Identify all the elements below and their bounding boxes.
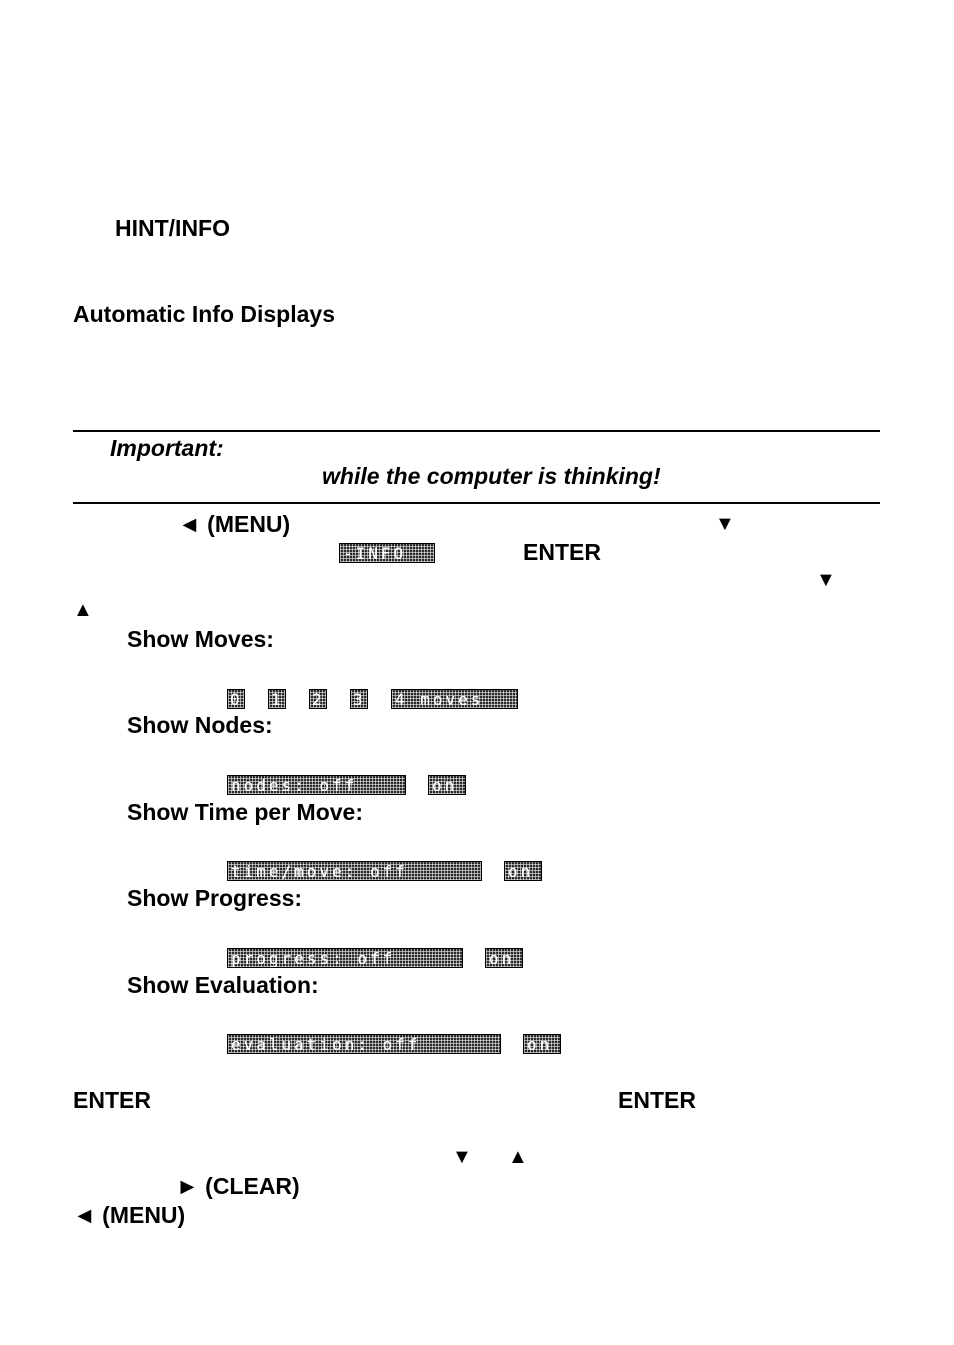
- down-arrow-icon: ▼: [452, 1146, 472, 1168]
- option-label-show-progress: Show Progress:: [127, 885, 303, 911]
- clear-key-label: ► (CLEAR): [176, 1173, 300, 1199]
- lcd-info-display: -INFO: [339, 543, 435, 563]
- down-arrow-icon: ▼: [715, 513, 735, 535]
- hint-info-heading: HINT/INFO: [115, 215, 230, 241]
- important-bottom-rule: [73, 502, 880, 504]
- enter-key-label: ENTER: [618, 1087, 696, 1113]
- down-arrow-icon: ▼: [816, 569, 836, 591]
- section-title: Automatic Info Displays: [73, 301, 335, 327]
- menu-key-label: ◄ (MENU): [178, 511, 291, 537]
- option-label-show-evaluation: Show Evaluation:: [127, 972, 319, 998]
- enter-key-label: ENTER: [523, 539, 601, 565]
- lcd-progress-off: progress: off: [227, 948, 463, 968]
- lcd-nodes-on: on: [428, 775, 466, 795]
- lcd-moves-2: 2: [309, 689, 327, 709]
- up-arrow-icon: ▲: [73, 599, 93, 621]
- lcd-moves-1: 1: [268, 689, 286, 709]
- lcd-evaluation-off: evaluation: off: [227, 1034, 501, 1054]
- lcd-progress-on: on: [485, 948, 523, 968]
- enter-key-label: ENTER: [73, 1087, 151, 1113]
- important-label: Important:: [110, 435, 224, 461]
- up-arrow-icon: ▲: [508, 1146, 528, 1168]
- lcd-time-off: time/move: off: [227, 861, 482, 881]
- option-label-show-time-per-move: Show Time per Move:: [127, 799, 364, 825]
- important-note: while the computer is thinking!: [322, 463, 661, 489]
- lcd-moves-3: 3: [350, 689, 368, 709]
- lcd-evaluation-on: on: [523, 1034, 561, 1054]
- option-label-show-moves: Show Moves:: [127, 626, 274, 652]
- lcd-moves-0: 0: [227, 689, 245, 709]
- option-label-show-nodes: Show Nodes:: [127, 712, 273, 738]
- menu-key-label: ◄ (MENU): [73, 1202, 186, 1228]
- lcd-moves-4: 4 moves: [391, 689, 518, 709]
- important-top-rule: [73, 430, 880, 432]
- lcd-nodes-off: nodes: off: [227, 775, 406, 795]
- lcd-time-on: on: [504, 861, 542, 881]
